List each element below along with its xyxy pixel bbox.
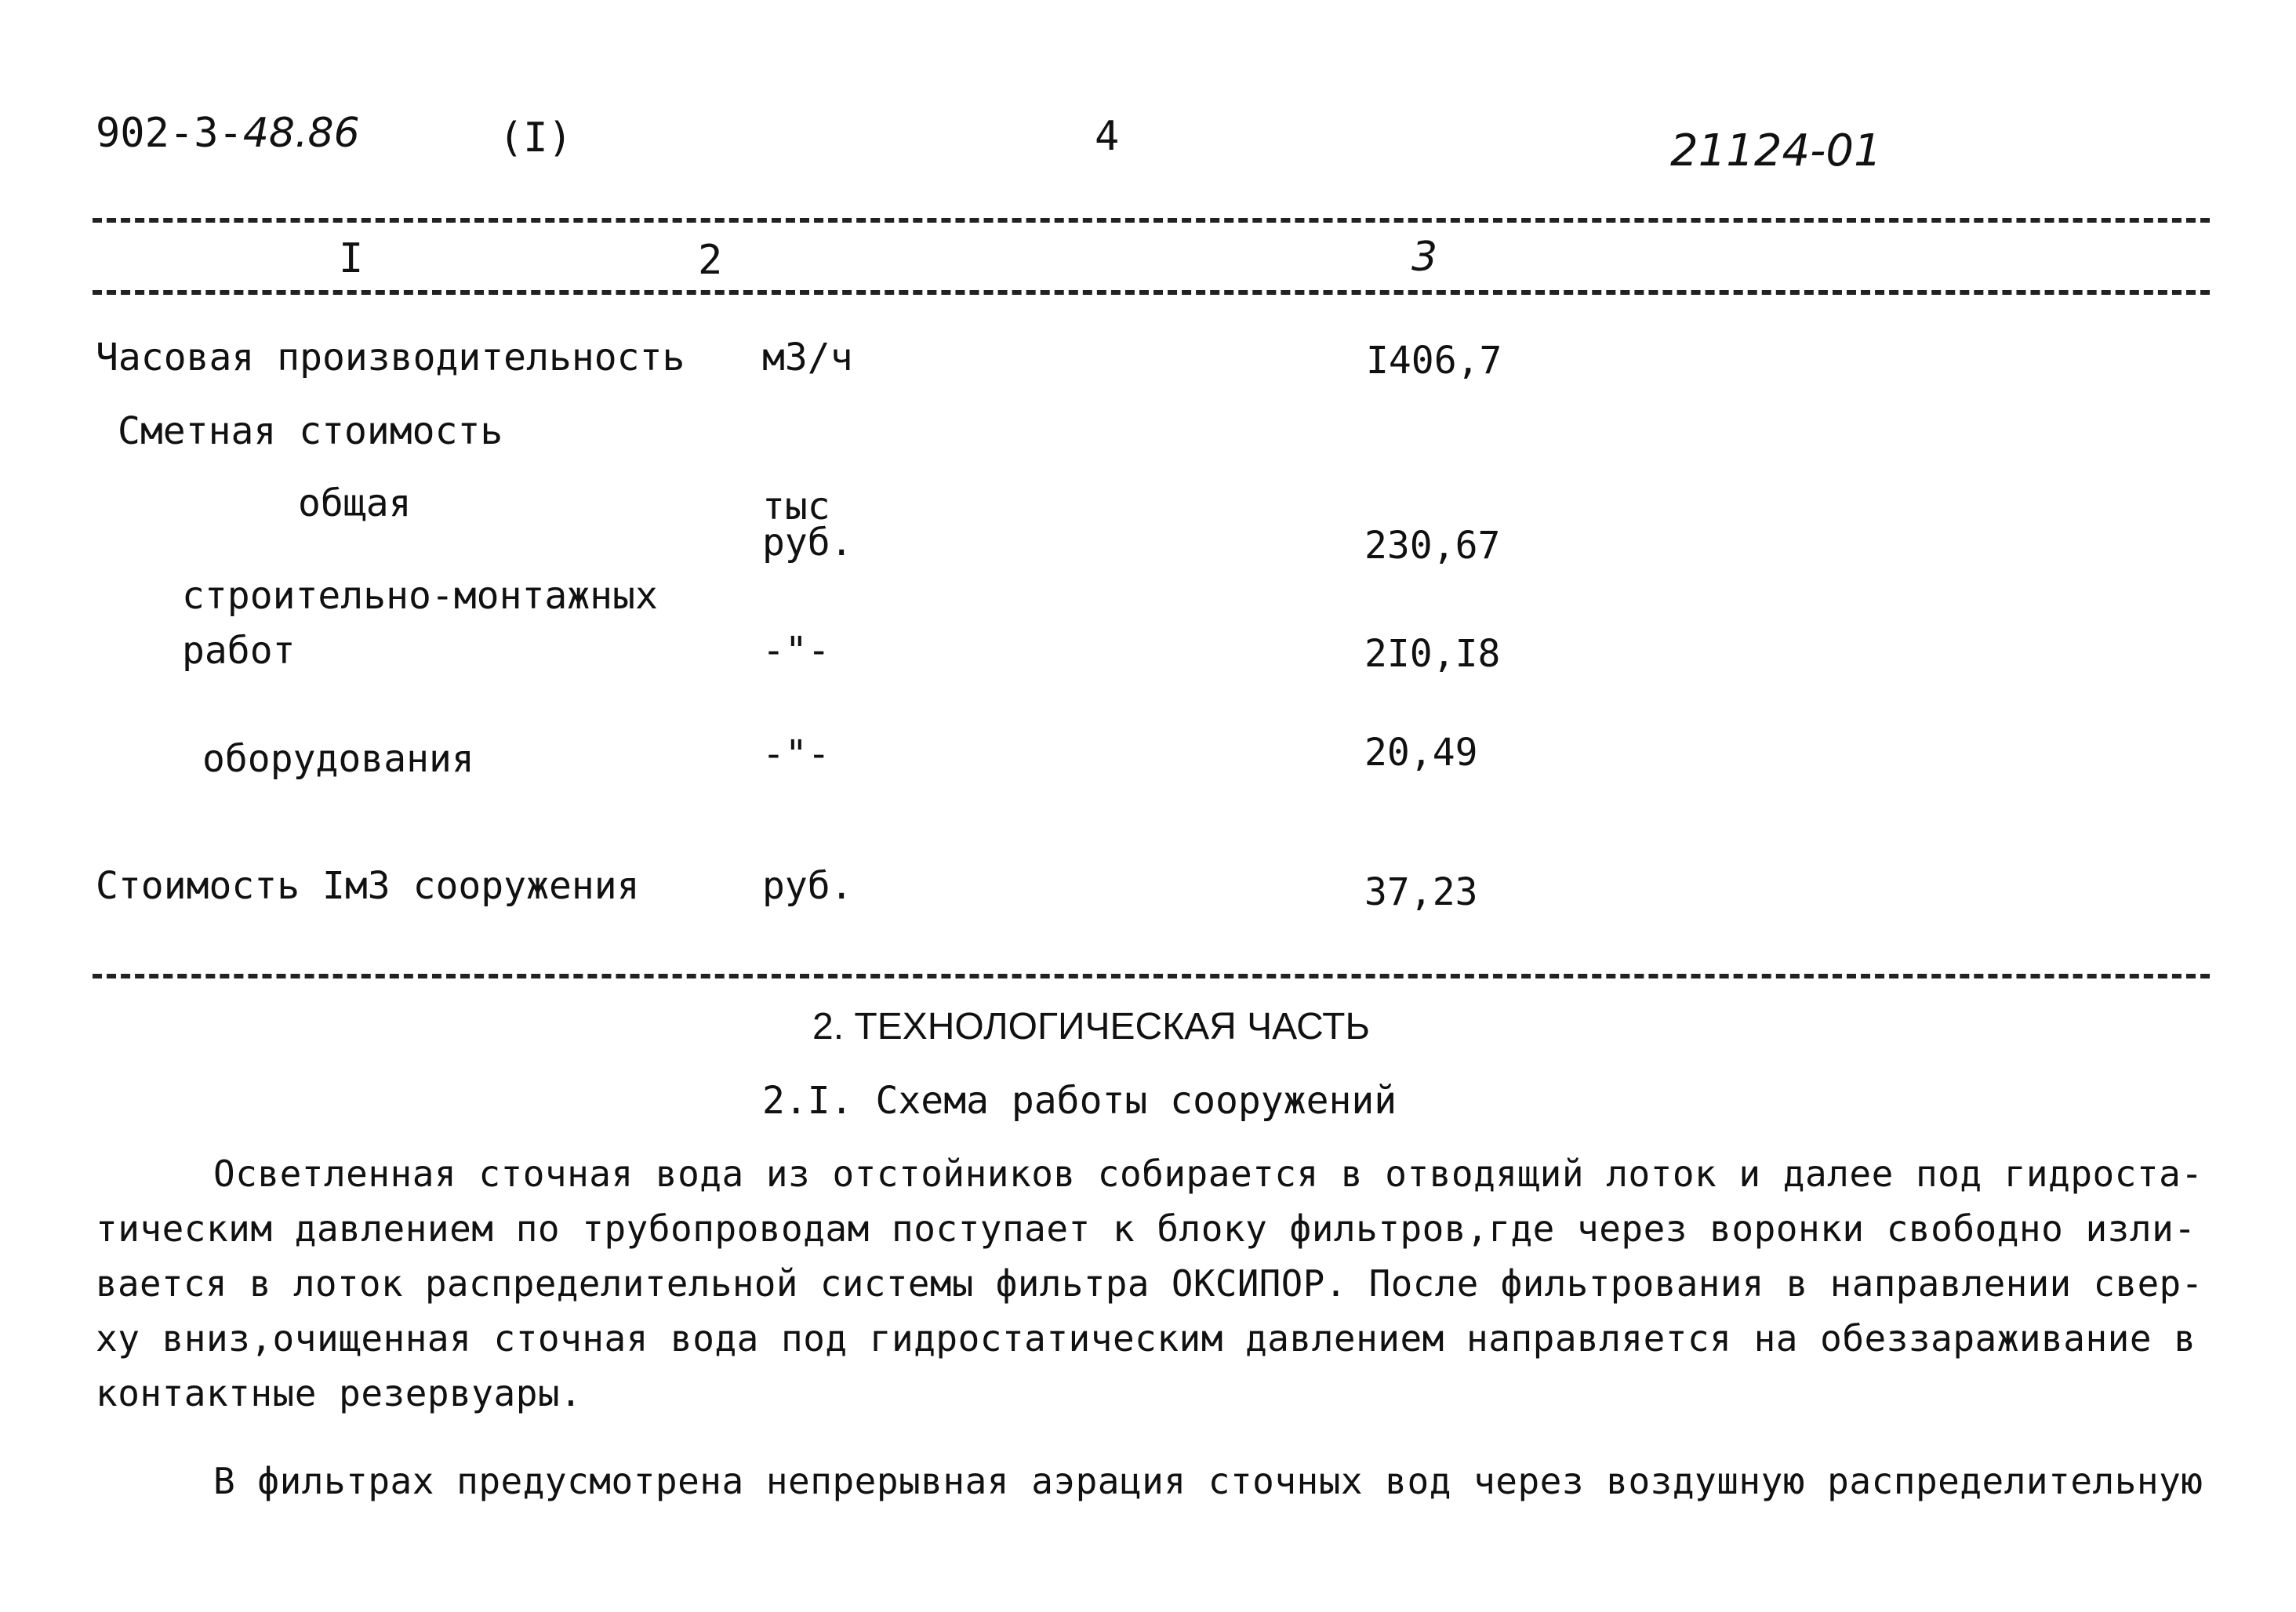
row-label: Часовая производительность [96, 336, 685, 379]
column-number-2: 2 [698, 237, 723, 284]
row-unit: -"- [762, 629, 830, 673]
row-label: общая [298, 481, 412, 525]
paragraph-line: тическим давлением по трубопроводам поступает к блоку фильтров,где через воронки свободно изли- [96, 1207, 2196, 1250]
document-code-handwritten: 48.86 [242, 110, 360, 157]
paragraph-line: В фильтрах предусмотрена непрерывная аэрация сточных вод через воздушную распределительную [213, 1460, 2203, 1502]
page-number: 4 [1095, 113, 1120, 160]
paragraph-line: контактные резервуары. [96, 1372, 583, 1414]
document-code [96, 110, 360, 157]
row-value: 230,67 [1364, 524, 1501, 568]
row-value: I406,7 [1366, 339, 1502, 383]
row-label-line1: строительно-монтажных [182, 574, 658, 618]
column-number-3: 3 [1411, 234, 1438, 281]
paragraph-line: ху вниз,очищенная сточная вода под гидростатическим давлением направляется на обеззараживание в [96, 1317, 2196, 1360]
row-value: 37,23 [1364, 870, 1478, 914]
column-number-1: I [339, 235, 364, 282]
paragraph-line: Осветленная сточная вода из отстойников собирается в отводящий лоток и далее под гидроста- [213, 1153, 2203, 1195]
archive-number: 21124-01 [1670, 125, 1882, 176]
section-title: 2. ТЕХНОЛОГИЧЕСКАЯ ЧАСТЬ [812, 1006, 1370, 1047]
row-unit: м3/ч [762, 336, 853, 379]
row-unit-line2: руб. [762, 521, 853, 565]
section-subtitle: 2.I. Схема работы сооружений [762, 1079, 1397, 1123]
row-unit-line1: тыс [762, 485, 830, 528]
row-value: 20,49 [1364, 731, 1478, 775]
paragraph-line: вается в лоток распределительной системы фильтра ОКСИПОР. После фильтрования в направлении свер- [96, 1262, 2203, 1305]
sheet-mark: (I) [499, 114, 572, 162]
row-label-line2: работ [182, 629, 296, 673]
table-header-rule [93, 290, 2210, 295]
row-label: Стоимость Iм3 сооружения [96, 864, 640, 908]
row-unit: -"- [762, 732, 830, 776]
document-code-print: 902-3- [96, 110, 243, 157]
table-top-rule [93, 218, 2210, 223]
row-label: оборудования [202, 737, 474, 781]
row-label: Сметная стоимость [118, 409, 503, 453]
row-unit: руб. [762, 864, 853, 908]
row-value: 2I0,I8 [1364, 632, 1501, 676]
table-bottom-rule [93, 974, 2210, 978]
